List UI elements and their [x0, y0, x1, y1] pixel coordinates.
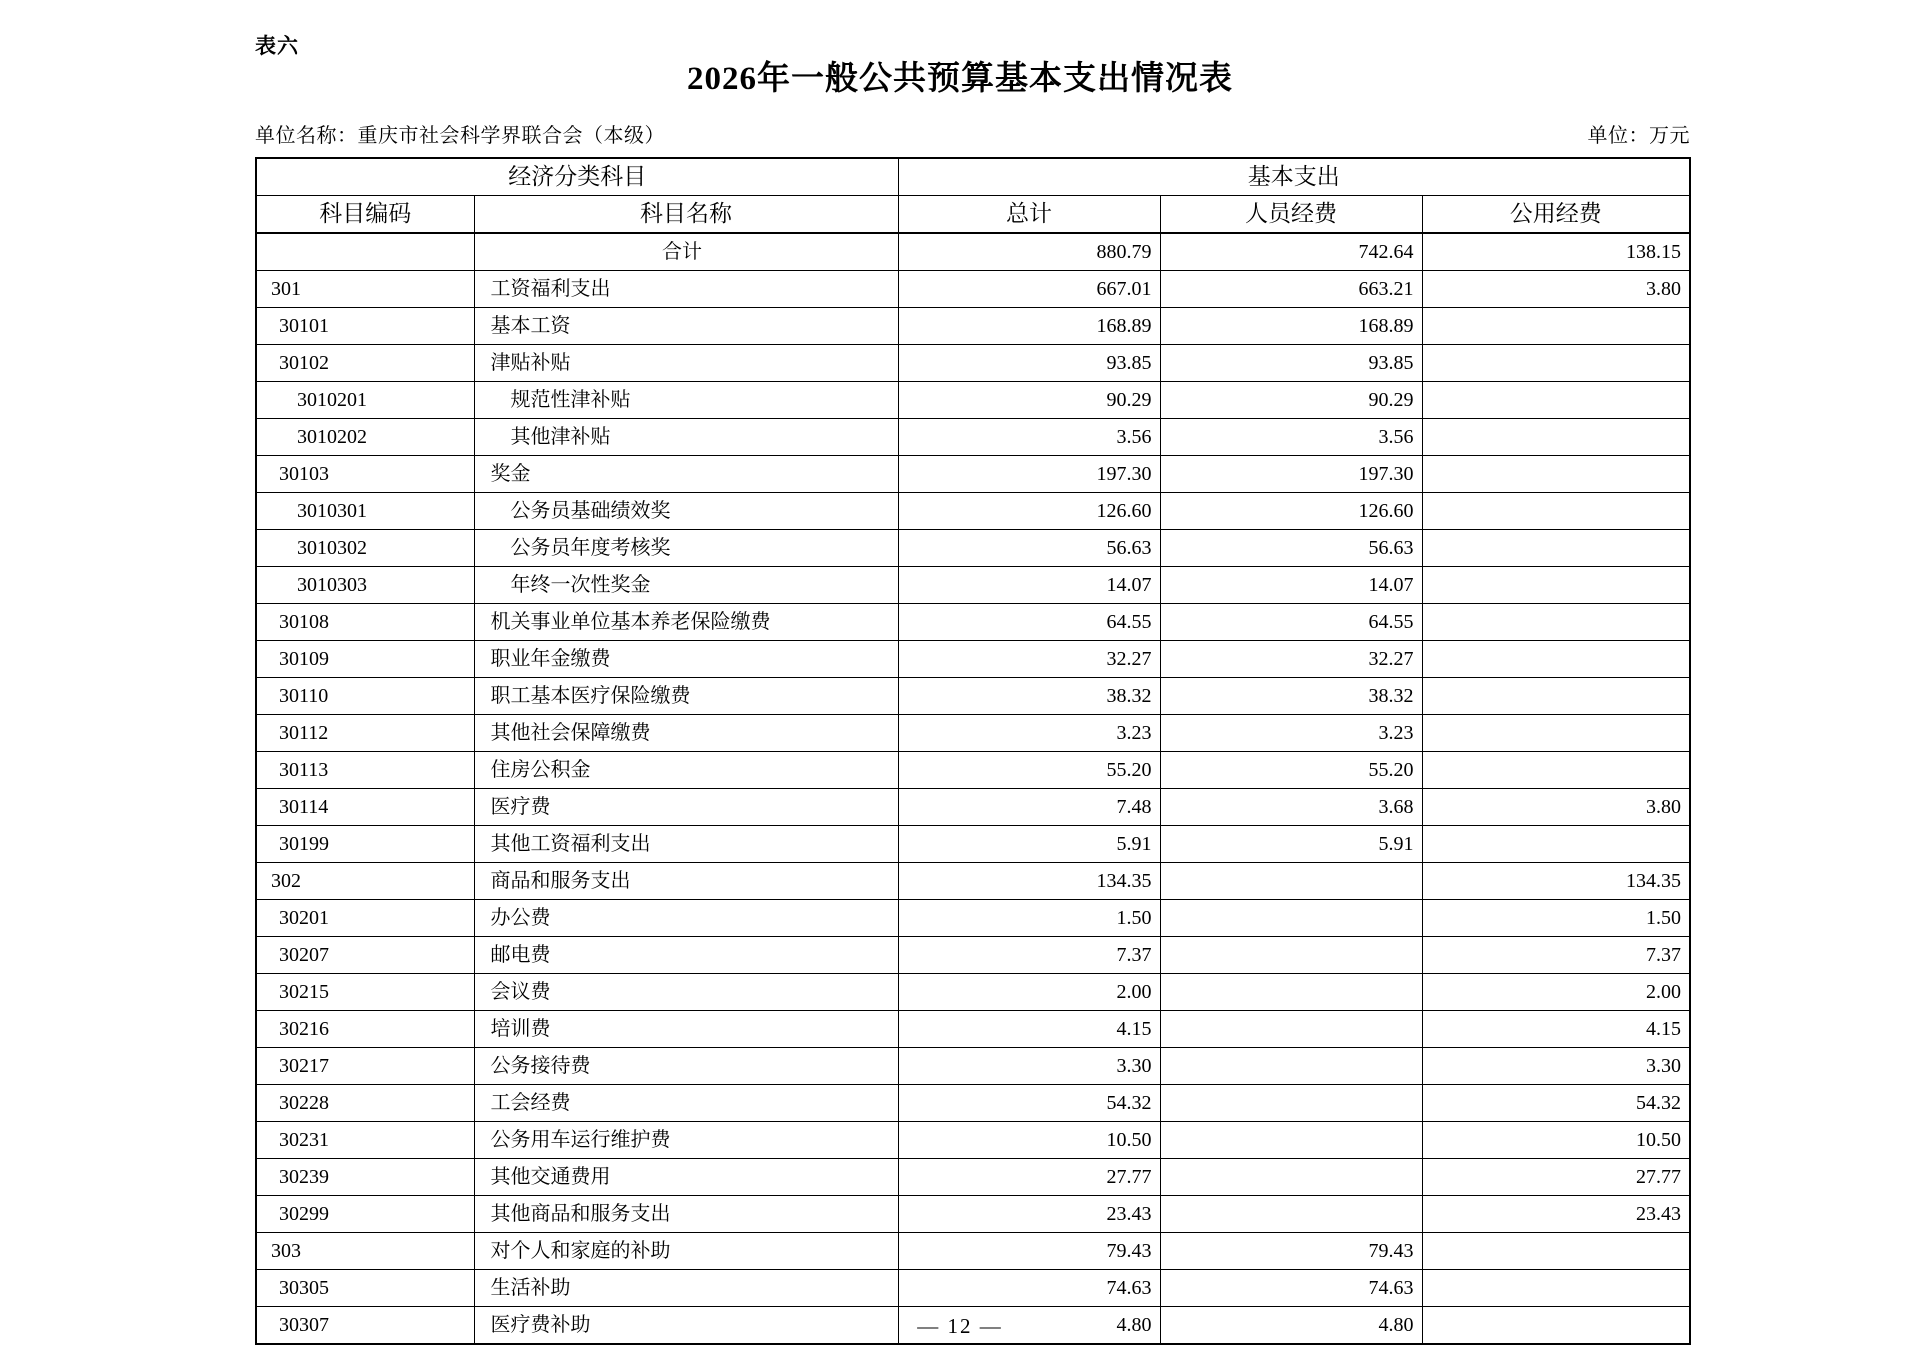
- cell-total: 7.37: [898, 937, 1160, 974]
- cell-total: 38.32: [898, 678, 1160, 715]
- cell-personnel: 90.29: [1160, 382, 1422, 419]
- cell-total: 55.20: [898, 752, 1160, 789]
- cell-total: 79.43: [898, 1233, 1160, 1270]
- cell-public: 134.35: [1422, 863, 1690, 900]
- table-row: [256, 641, 1690, 678]
- cell-code: 30239: [256, 1159, 474, 1196]
- cell-name: 合计: [474, 233, 898, 271]
- cell-name: 奖金: [474, 456, 898, 493]
- cell-name: 机关事业单位基本养老保险缴费: [474, 604, 898, 641]
- cell-personnel: 3.68: [1160, 789, 1422, 826]
- cell-code: 30114: [256, 789, 474, 826]
- table-row-grand-total: [256, 233, 1690, 271]
- cell-personnel: [1160, 1048, 1422, 1085]
- meta-row: [255, 119, 1690, 145]
- cell-total: 56.63: [898, 530, 1160, 567]
- cell-public: [1422, 715, 1690, 752]
- cell-public: [1422, 752, 1690, 789]
- cell-name: 公务接待费: [474, 1048, 898, 1085]
- cell-code: 30216: [256, 1011, 474, 1048]
- cell-total: 32.27: [898, 641, 1160, 678]
- cell-code: [256, 233, 474, 271]
- cell-name: 职工基本医疗保险缴费: [474, 678, 898, 715]
- cell-code: 30109: [256, 641, 474, 678]
- table-row: [256, 1011, 1690, 1048]
- cell-name: 工资福利支出: [474, 271, 898, 308]
- cell-name: 商品和服务支出: [474, 863, 898, 900]
- cell-code: 30217: [256, 1048, 474, 1085]
- column-header-name: 科目名称: [474, 196, 898, 234]
- cell-public: [1422, 641, 1690, 678]
- table-row: [256, 678, 1690, 715]
- column-header-total: 总计: [898, 196, 1160, 234]
- cell-personnel: [1160, 1122, 1422, 1159]
- cell-public: [1422, 604, 1690, 641]
- cell-name: 其他商品和服务支出: [474, 1196, 898, 1233]
- cell-public: 3.80: [1422, 789, 1690, 826]
- table-row: [256, 1085, 1690, 1122]
- cell-code: 30112: [256, 715, 474, 752]
- cell-code: 30102: [256, 345, 474, 382]
- table-row: [256, 789, 1690, 826]
- cell-code: 3010201: [256, 382, 474, 419]
- cell-code: 30231: [256, 1122, 474, 1159]
- cell-name: 基本工资: [474, 308, 898, 345]
- cell-total: 4.15: [898, 1011, 1160, 1048]
- cell-name: 其他交通费用: [474, 1159, 898, 1196]
- cell-total: 90.29: [898, 382, 1160, 419]
- group-header-economic-classification: 经济分类科目: [256, 158, 898, 196]
- cell-code: 3010302: [256, 530, 474, 567]
- cell-public: 10.50: [1422, 1122, 1690, 1159]
- cell-personnel: 55.20: [1160, 752, 1422, 789]
- table-row: [256, 863, 1690, 900]
- cell-public: [1422, 678, 1690, 715]
- cell-public: 54.32: [1422, 1085, 1690, 1122]
- cell-name: 其他津补贴: [474, 419, 898, 456]
- cell-public: 2.00: [1422, 974, 1690, 1011]
- cell-code: 30299: [256, 1196, 474, 1233]
- cell-name: 对个人和家庭的补助: [474, 1233, 898, 1270]
- cell-personnel: 14.07: [1160, 567, 1422, 604]
- cell-code: 30101: [256, 308, 474, 345]
- table-row: [256, 567, 1690, 604]
- cell-code: 30207: [256, 937, 474, 974]
- cell-public: [1422, 456, 1690, 493]
- table-row: [256, 937, 1690, 974]
- cell-personnel: [1160, 900, 1422, 937]
- cell-public: 7.37: [1422, 937, 1690, 974]
- cell-public: 23.43: [1422, 1196, 1690, 1233]
- cell-total: 64.55: [898, 604, 1160, 641]
- cell-name: 津贴补贴: [474, 345, 898, 382]
- table-row: [256, 826, 1690, 863]
- cell-total: 7.48: [898, 789, 1160, 826]
- cell-public: [1422, 345, 1690, 382]
- group-header-basic-expenditure: 基本支出: [898, 158, 1690, 196]
- cell-total: 3.23: [898, 715, 1160, 752]
- page-number: — 12 —: [917, 1314, 1003, 1338]
- column-header-code: 科目编码: [256, 196, 474, 234]
- cell-code: 30228: [256, 1085, 474, 1122]
- cell-total: 10.50: [898, 1122, 1160, 1159]
- table-head: [256, 158, 1690, 233]
- table-row: [256, 419, 1690, 456]
- table-row: [256, 900, 1690, 937]
- table-row: [256, 345, 1690, 382]
- cell-total: 3.30: [898, 1048, 1160, 1085]
- cell-public: [1422, 530, 1690, 567]
- cell-total: 197.30: [898, 456, 1160, 493]
- cell-name: 规范性津补贴: [474, 382, 898, 419]
- cell-public: 1.50: [1422, 900, 1690, 937]
- cell-code: 30307: [256, 1307, 474, 1345]
- cell-code: 303: [256, 1233, 474, 1270]
- cell-total: 74.63: [898, 1270, 1160, 1307]
- table-row: [256, 715, 1690, 752]
- cell-code: 3010303: [256, 567, 474, 604]
- cell-code: 3010301: [256, 493, 474, 530]
- cell-total: 2.00: [898, 974, 1160, 1011]
- cell-public: 3.30: [1422, 1048, 1690, 1085]
- cell-public: [1422, 382, 1690, 419]
- column-header-public: 公用经费: [1422, 196, 1690, 234]
- cell-personnel: 93.85: [1160, 345, 1422, 382]
- table-row: [256, 1122, 1690, 1159]
- cell-public: [1422, 493, 1690, 530]
- column-header-personnel: 人员经费: [1160, 196, 1422, 234]
- table-row: [256, 1270, 1690, 1307]
- cell-total: 1.50: [898, 900, 1160, 937]
- table-row: [256, 456, 1690, 493]
- page-title: 2026年一般公共预算基本支出情况表: [687, 61, 1233, 97]
- cell-code: 30108: [256, 604, 474, 641]
- cell-total: 4.80: [898, 1307, 1160, 1345]
- cell-personnel: [1160, 1011, 1422, 1048]
- cell-total: 54.32: [898, 1085, 1160, 1122]
- cell-public: 3.80: [1422, 271, 1690, 308]
- cell-total: 14.07: [898, 567, 1160, 604]
- cell-personnel: [1160, 937, 1422, 974]
- cell-public: [1422, 419, 1690, 456]
- cell-code: 301: [256, 271, 474, 308]
- cell-personnel: 32.27: [1160, 641, 1422, 678]
- cell-code: 302: [256, 863, 474, 900]
- unit-measure-label: 单位：万元: [1587, 125, 1690, 147]
- cell-personnel: 74.63: [1160, 1270, 1422, 1307]
- cell-name: 办公费: [474, 900, 898, 937]
- cell-personnel: 5.91: [1160, 826, 1422, 863]
- cell-name: 生活补助: [474, 1270, 898, 1307]
- cell-code: 30215: [256, 974, 474, 1011]
- table-row: [256, 1159, 1690, 1196]
- cell-name: 职业年金缴费: [474, 641, 898, 678]
- table-row: [256, 974, 1690, 1011]
- cell-name: 其他工资福利支出: [474, 826, 898, 863]
- cell-public: [1422, 826, 1690, 863]
- cell-name: 其他社会保障缴费: [474, 715, 898, 752]
- cell-public: [1422, 1233, 1690, 1270]
- cell-public: 27.77: [1422, 1159, 1690, 1196]
- cell-name: 公务员基础绩效奖: [474, 493, 898, 530]
- cell-public: [1422, 308, 1690, 345]
- cell-personnel: 3.23: [1160, 715, 1422, 752]
- cell-personnel: 38.32: [1160, 678, 1422, 715]
- table-row: [256, 1233, 1690, 1270]
- cell-name: 公务员年度考核奖: [474, 530, 898, 567]
- table-row: [256, 530, 1690, 567]
- cell-personnel: 168.89: [1160, 308, 1422, 345]
- table-row: [256, 1048, 1690, 1085]
- cell-code: 30113: [256, 752, 474, 789]
- table-row: [256, 604, 1690, 641]
- cell-total: 667.01: [898, 271, 1160, 308]
- cell-name: 公务用车运行维护费: [474, 1122, 898, 1159]
- table-group-header-row: [256, 158, 1690, 196]
- cell-total: 168.89: [898, 308, 1160, 345]
- cell-name: 工会经费: [474, 1085, 898, 1122]
- table-row: [256, 271, 1690, 308]
- cell-personnel: 79.43: [1160, 1233, 1422, 1270]
- cell-personnel: [1160, 863, 1422, 900]
- table-row: [256, 382, 1690, 419]
- cell-public: 4.15: [1422, 1011, 1690, 1048]
- cell-personnel: 4.80: [1160, 1307, 1422, 1345]
- cell-name: 医疗费: [474, 789, 898, 826]
- cell-personnel: [1160, 1196, 1422, 1233]
- table-row: [256, 493, 1690, 530]
- table-row: [256, 1196, 1690, 1233]
- cell-total: 126.60: [898, 493, 1160, 530]
- cell-name: 住房公积金: [474, 752, 898, 789]
- cell-personnel: 56.63: [1160, 530, 1422, 567]
- budget-table-wrapper: [255, 157, 1689, 1345]
- cell-personnel: 3.56: [1160, 419, 1422, 456]
- cell-code: 30110: [256, 678, 474, 715]
- cell-personnel: 197.30: [1160, 456, 1422, 493]
- cell-total: 880.79: [898, 233, 1160, 271]
- cell-total: 27.77: [898, 1159, 1160, 1196]
- cell-personnel: [1160, 1085, 1422, 1122]
- cell-total: 23.43: [898, 1196, 1160, 1233]
- unit-name-label: 单位名称：重庆市社会科学界联合会（本级）: [255, 125, 665, 147]
- cell-name: 年终一次性奖金: [474, 567, 898, 604]
- cell-code: 30201: [256, 900, 474, 937]
- cell-name: 医疗费补助: [474, 1307, 898, 1345]
- sheet-tag: 表六: [255, 34, 299, 58]
- cell-name: 会议费: [474, 974, 898, 1011]
- cell-personnel: 126.60: [1160, 493, 1422, 530]
- cell-name: 培训费: [474, 1011, 898, 1048]
- budget-table: [255, 157, 1691, 1345]
- table-column-header-row: [256, 196, 1690, 234]
- cell-code: 30305: [256, 1270, 474, 1307]
- cell-public: [1422, 567, 1690, 604]
- cell-total: 134.35: [898, 863, 1160, 900]
- cell-personnel: [1160, 1159, 1422, 1196]
- cell-code: 30199: [256, 826, 474, 863]
- table-row: [256, 752, 1690, 789]
- cell-code: 30103: [256, 456, 474, 493]
- cell-public: [1422, 1270, 1690, 1307]
- cell-personnel: 64.55: [1160, 604, 1422, 641]
- cell-personnel: 742.64: [1160, 233, 1422, 271]
- cell-name: 邮电费: [474, 937, 898, 974]
- cell-public: 138.15: [1422, 233, 1690, 271]
- cell-code: 3010202: [256, 419, 474, 456]
- cell-total: 93.85: [898, 345, 1160, 382]
- cell-personnel: 663.21: [1160, 271, 1422, 308]
- cell-personnel: [1160, 974, 1422, 1011]
- table-body: [256, 233, 1690, 1344]
- table-row: [256, 308, 1690, 345]
- cell-total: 5.91: [898, 826, 1160, 863]
- cell-total: 3.56: [898, 419, 1160, 456]
